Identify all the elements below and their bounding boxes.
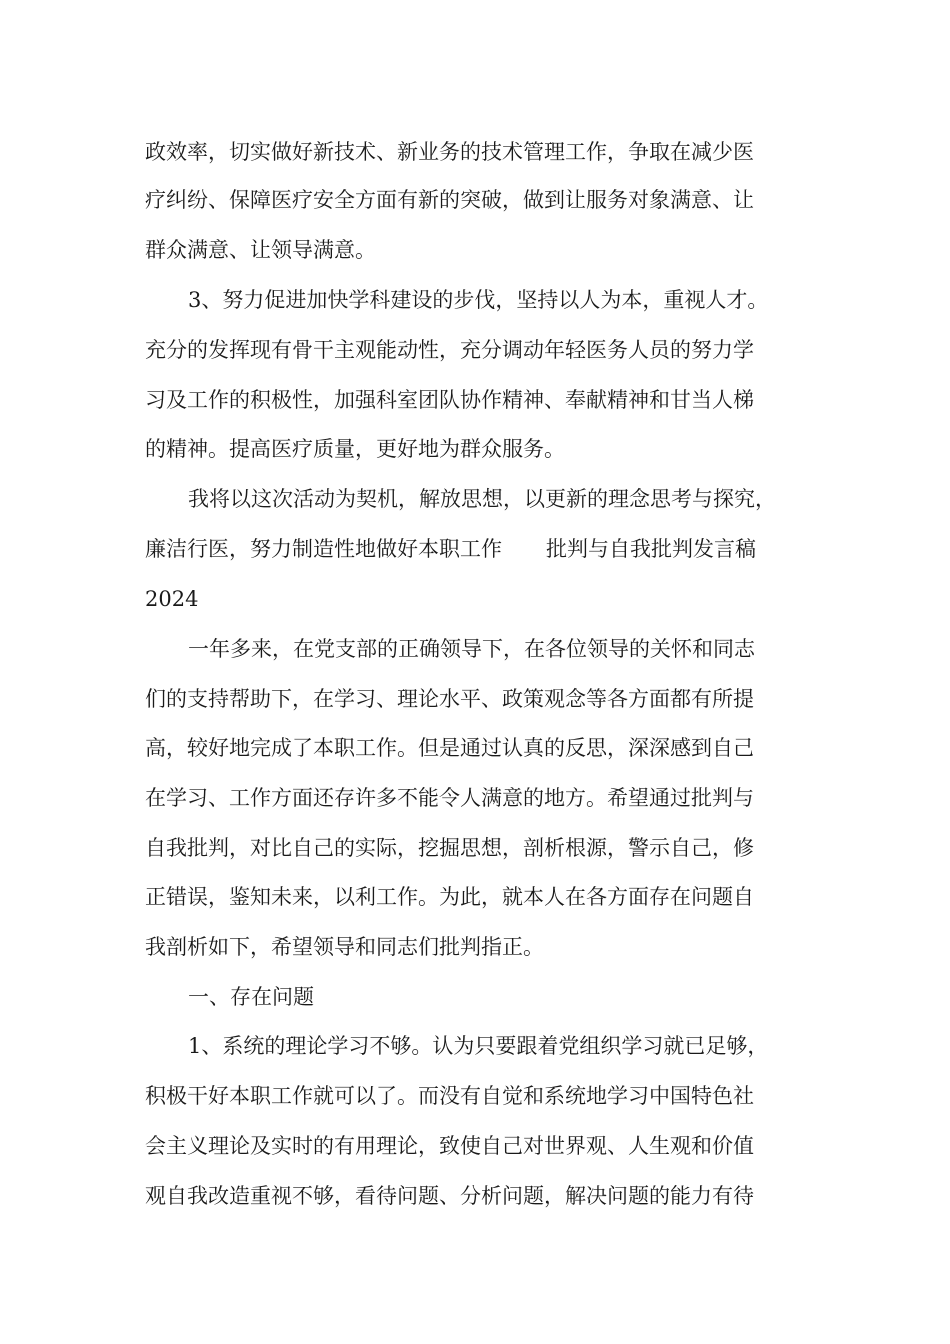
paragraph-start-line: 一年多来，在党支部的正确领导下，在各位领导的关怀和同志 <box>188 637 755 661</box>
text-line: 的精神。提高医疗质量，更好地为群众服务。 <box>145 437 565 461</box>
text-line: 观自我改造重视不够，看待问题、分析问题，解决问题的能力有待 <box>145 1184 754 1208</box>
text-line: 在学习、工作方面还存许多不能令人满意的地方。希望通过批判与 <box>145 786 754 810</box>
text-line: 习及工作的积极性，加强科室团队协作精神、奉献精神和甘当人梯 <box>145 388 754 412</box>
text-line: 高，较好地完成了本职工作。但是通过认真的反思，深深感到自己 <box>145 736 754 760</box>
text-line: 政效率，切实做好新技术、新业务的技术管理工作，争取在减少医 <box>145 140 754 164</box>
paragraph-start-line: 1、系统的理论学习不够。认为只要跟着党组织学习就已足够， <box>188 1034 769 1058</box>
paragraph-start-line: 我将以这次活动为契机，解放思想，以更新的理念思考与探究， <box>188 487 776 511</box>
heading-year: 2024 <box>145 587 199 611</box>
text-line <box>145 534 756 564</box>
text-line: 群众满意、让领导满意。 <box>145 238 376 262</box>
text-line: 正错误，鉴知未来，以利工作。为此，就本人在各方面存在问题自 <box>145 885 754 909</box>
text-line-start: 廉洁行医，努力制造性地做好本职工作 <box>145 537 502 561</box>
paragraph-start-line: 3、努力促进加快学科建设的步伐，坚持以人为本，重视人才。 <box>188 288 769 312</box>
text-line: 会主义理论及实时的有用理论，致使自己对世界观、人生观和价值 <box>145 1134 754 1158</box>
heading-title: 批判与自我批判发言稿 <box>546 537 756 561</box>
text-line: 充分的发挥现有骨干主观能动性，充分调动年轻医务人员的努力学 <box>145 338 754 362</box>
section-heading: 一、存在问题 <box>188 985 314 1009</box>
text-line: 我剖析如下，希望领导和同志们批判指正。 <box>145 935 544 959</box>
text-line: 积极干好本职工作就可以了。而没有自觉和系统地学习中国特色社 <box>145 1084 754 1108</box>
text-line: 自我批判，对比自己的实际，挖掘思想，剖析根源，警示自己，修 <box>145 836 754 860</box>
text-line: 疗纠纷、保障医疗安全方面有新的突破，做到让服务对象满意、让 <box>145 188 754 212</box>
text-line: 们的支持帮助下，在学习、理论水平、政策观念等各方面都有所提 <box>145 687 754 711</box>
